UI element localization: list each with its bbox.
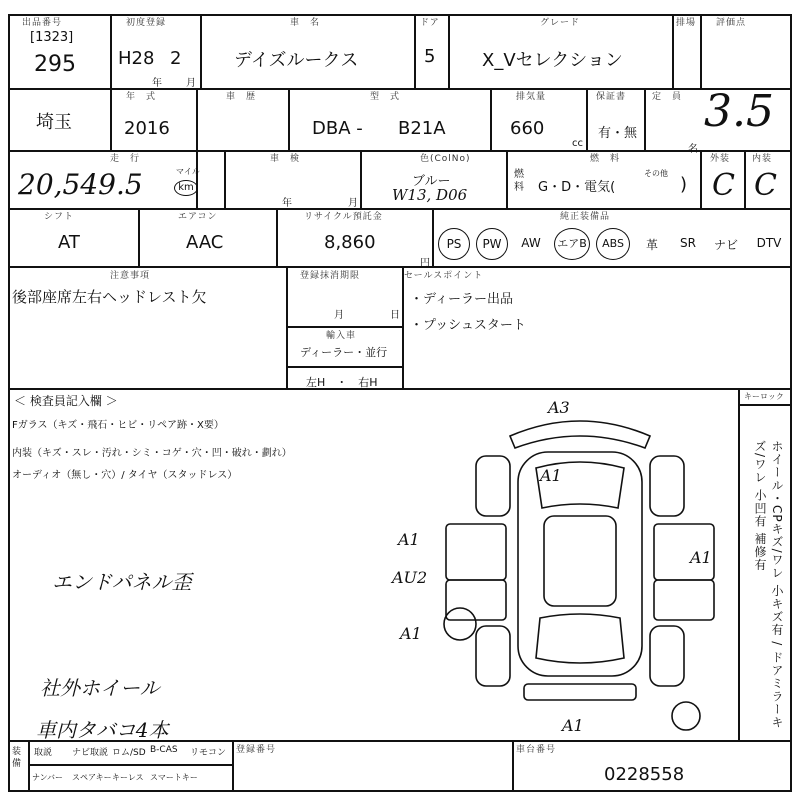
footer-remote: リモコン xyxy=(190,748,227,758)
sales-point-2: ・プッシュスタート xyxy=(410,318,526,333)
history-label: 車 歴 xyxy=(226,92,257,102)
footer-bcas: B-CAS xyxy=(150,745,178,755)
grade-label: グレード xyxy=(540,18,581,28)
footer-navi-manual: ナビ取説 xyxy=(72,748,109,758)
handwritten-note-3: 車内タバコ4本 xyxy=(36,718,169,742)
footer-spare-key: スペアキー xyxy=(72,773,112,782)
first-reg-label: 初度登録 xyxy=(126,18,167,28)
damage-mark-a1-rear-left: A1 xyxy=(400,624,422,643)
lot-label: 出品番号 xyxy=(22,18,63,28)
fuel-prefix: 燃料 xyxy=(514,169,524,193)
footer-smart-key: スマートキー xyxy=(150,773,198,782)
damage-mark-a3: A3 xyxy=(548,398,570,417)
car-diagram xyxy=(440,396,720,736)
handle-value: 左H ・ 右H xyxy=(306,376,378,389)
damage-mark-a1-right: A1 xyxy=(690,548,712,567)
car-name-label: 車 名 xyxy=(290,18,321,28)
score-label: 評価点 xyxy=(716,18,747,28)
equip-abs: ABS xyxy=(596,228,630,260)
reg-day-mark: 日 xyxy=(390,310,400,321)
equip-sunroof: SR xyxy=(680,236,696,250)
sales-point-1: ・ディーラー出品 xyxy=(410,292,513,307)
reg-month-mark: 月 xyxy=(334,310,344,321)
reg-month: 2 xyxy=(170,48,182,69)
month-mark: 月 xyxy=(186,78,196,89)
import-label: 輸入車 xyxy=(326,331,357,341)
type-code: B21A xyxy=(398,118,446,139)
capacity-unit: 名 xyxy=(688,144,698,155)
lot-number: 295 xyxy=(34,52,76,77)
equip-leather: 革 xyxy=(645,238,658,252)
displacement-label: 排気量 xyxy=(516,92,547,102)
car-name: デイズルークス xyxy=(234,50,359,71)
door-label: ドア xyxy=(420,18,440,28)
reg-deadline-label: 登録抹消期限 xyxy=(300,271,361,281)
shift-label: シフト xyxy=(44,212,75,222)
color-label: 色(ColNo) xyxy=(420,154,471,164)
displacement: 660 xyxy=(510,118,545,139)
year-mark: 年 xyxy=(152,78,162,89)
import-value: ディーラー・並行 xyxy=(300,346,388,359)
reg-no-label: 登録番号 xyxy=(236,745,277,755)
score: 3.5 xyxy=(704,86,774,137)
region: 埼玉 xyxy=(36,112,72,133)
footer-rom-sd: ロム/SD xyxy=(112,748,146,758)
ac: AAC xyxy=(186,232,224,253)
model-year: 2016 xyxy=(124,118,170,139)
capacity-label: 定 員 xyxy=(652,92,683,102)
footer-keyless: キーレス xyxy=(112,773,144,782)
equip-aw: AW xyxy=(521,236,541,250)
doors: 5 xyxy=(424,46,436,67)
damage-mark-a1-left: A1 xyxy=(398,530,420,549)
warranty: 有・無 xyxy=(598,126,638,141)
damage-mark-a1-rear: A1 xyxy=(562,716,584,735)
mileage: 20,549.5 xyxy=(18,168,143,201)
warranty-label: 保証書 xyxy=(596,92,627,102)
caution-label: 注意事項 xyxy=(110,271,151,281)
inspector-title: ＜ 検査員記入欄 ＞ xyxy=(14,394,118,408)
model-year-label: 年 式 xyxy=(126,92,157,102)
sales-label: セールスポイント xyxy=(404,271,484,281)
shift: AT xyxy=(58,232,80,253)
inspection-year-mark: 年 xyxy=(282,198,292,209)
recycle: 8,860 xyxy=(324,232,376,253)
inspector-line-1: Fガラス（キズ・飛石・ヒビ・リペア跡・X要） xyxy=(12,420,224,431)
equip-label: 純正装備品 xyxy=(560,212,611,222)
fuel-close: ) xyxy=(680,174,688,195)
color-no: W13, D06 xyxy=(392,186,468,204)
chassis-label: 車台番号 xyxy=(516,745,557,755)
equip-ps: PS xyxy=(438,228,470,260)
lot-sub-number: [1323] xyxy=(30,30,74,45)
keylock-label: キーロック xyxy=(744,392,784,401)
ac-label: エアコン xyxy=(178,212,218,222)
recycle-label: リサイクル預託金 xyxy=(304,212,383,222)
side-inspection-text: ホイール・CPキズ/ワレ 小キズ有 / ドアミラーキズ/ワレ 小凹有 補修有 xyxy=(753,440,784,730)
equip-dtv: DTV xyxy=(756,236,782,250)
mileage-label: 走 行 xyxy=(110,154,141,164)
km-unit: km xyxy=(174,180,198,196)
handwritten-note-1: エンドパネル歪 xyxy=(52,570,192,594)
mile-unit: マイル xyxy=(176,167,200,176)
inspection-month-mark: 月 xyxy=(348,198,358,209)
reg-era: H28 xyxy=(118,48,155,69)
inspector-line-2: 内装（キズ・スレ・汚れ・シミ・コゲ・穴・凹・破れ・劃れ） xyxy=(12,448,292,459)
handwritten-note-2: 社外ホイール xyxy=(40,676,160,700)
equip-pw: PW xyxy=(476,228,508,260)
exterior-label: 外装 xyxy=(710,154,731,164)
type-label: 型 式 xyxy=(370,92,401,102)
inspection-label: 車 検 xyxy=(270,154,301,164)
caution-text: 後部座席左右ヘッドレスト欠 xyxy=(12,288,207,306)
footer-side-label: 装備 xyxy=(12,747,22,769)
interior-label: 内装 xyxy=(752,154,773,164)
exterior-grade: C xyxy=(712,168,735,203)
fuel-options: G・D・電気( xyxy=(538,180,616,195)
shift-pos-label: 排場 xyxy=(676,18,697,28)
footer-manual: 取説 xyxy=(34,748,53,758)
interior-grade: C xyxy=(754,168,777,203)
equip-airbag: エアB xyxy=(554,228,590,260)
fuel-label: 燃 料 xyxy=(590,154,621,164)
footer-number-plate: ナンバー xyxy=(32,773,64,782)
damage-mark-a1-hood: A1 xyxy=(540,466,562,485)
inspector-line-3: オーディオ（無し・穴）/ タイヤ（スタッドレス） xyxy=(12,470,238,481)
damage-mark-au2: AU2 xyxy=(392,568,428,587)
equip-navi: ナビ xyxy=(713,238,738,252)
yen-unit: 円 xyxy=(420,258,430,269)
grade: X_Vセレクション xyxy=(482,50,623,71)
type-prefix: DBA - xyxy=(312,118,363,139)
chassis-number: 0228558 xyxy=(604,764,685,785)
cc-unit: cc xyxy=(572,138,583,149)
fuel-other: その他 xyxy=(644,169,668,178)
color: ブルー xyxy=(412,174,451,189)
